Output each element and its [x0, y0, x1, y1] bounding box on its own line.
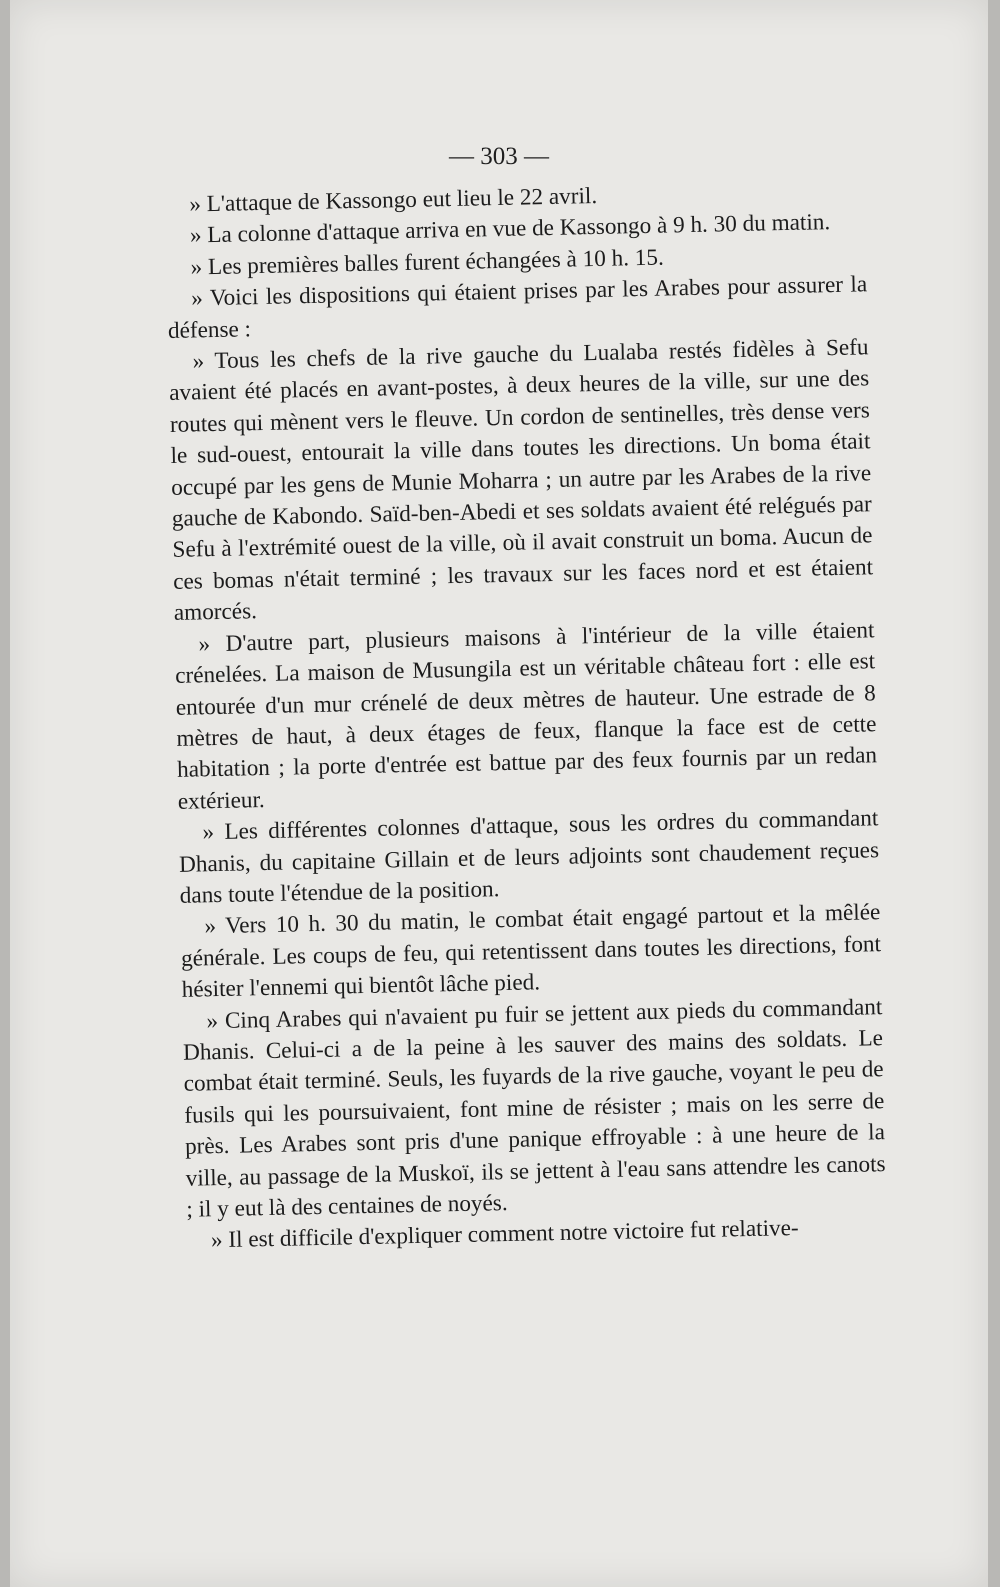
book-page: [10, 0, 988, 1587]
page-number: — 303 —: [449, 143, 549, 170]
paragraph: » L'attaque de Kassongo eut lieu le 22 avril.: [189, 182, 598, 218]
paragraph: » Tous les chefs de la rive gauche du Lualaba restés fidèles à Sefu avaient été placés en avant-postes, à deux heures de la ville, sur une des routes qui mènent vers le fleuve. Un cordon de sentinelles, très dense vers le sud-ouest, entourait la ville dans toutes les directions. Un boma était occupé par les gens de Munie Moharra ; un autre par les Arabes de la rive gauche de Kabondo. Saïd-ben-Abedi et ses soldats avaient été relégués par Sefu à l'extrémité ouest de la ville, où il avait construit un boma. Aucun de ces bomas n'était terminé ; les travaux sur les faces nord et est étaient amorcés.: [168, 334, 874, 627]
body-text: [165, 175, 887, 1257]
paragraph: » Cinq Arabes qui n'avaient pu fuir se jettent aux pieds du commandant Dhanis. Celui-ci a de la peine à les sauver des mains des soldats. Le combat était terminé. Seuls, les fuyards de la rive gauche, voyant le peu de fusils qui les poursuivaient, font mine de résister ; mais on les serre de près. Les Arabes sont pris d'une panique effroyable : à une heure de la ville, au passage de la Muskoï, ils se jettent à l'eau sans attendre les canots ; il y eut là des centaines de noyés.: [182, 993, 886, 1223]
paragraph: » La colonne d'attaque arriva en vue de Kassongo à 9 h. 30 du matin.: [189, 209, 831, 249]
paragraph: » D'autre part, plusieurs maisons à l'intérieur de la ville étaient crénelées. La maison de Musungila est un véritable château fort : elle est entourée d'un mur crénelé de deux mètres de hauteur. Une estrade de 8 mètres de haut, à deux étages de feux, flanque la face est de cette habitation ; la porte d'entrée est battue par des feux fournis par un redan extérieur.: [174, 616, 878, 815]
paragraph: » Les différentes colonnes d'attaque, sous les ordres du commandant Dhanis, du capitaine Gillain et de leurs adjoints sont chaudement reçues dans toute l'étendue de la position.: [178, 805, 880, 909]
paragraph: » Il est difficile d'expliquer comment notre victoire fut relative-: [210, 1215, 799, 1254]
paragraph: » Les premières balles furent échangées à 10 h. 15.: [190, 244, 665, 281]
paragraph: » Voici les dispositions qui étaient prises par les Arabes pour assurer la défense :: [167, 271, 868, 344]
paragraph: » Vers 10 h. 30 du matin, le combat était engagé partout et la mêlée générale. Les coups de feu, qui retentissent dans toutes les directions, font hésiter l'ennemi qui bientôt lâche pied.: [180, 899, 882, 1003]
